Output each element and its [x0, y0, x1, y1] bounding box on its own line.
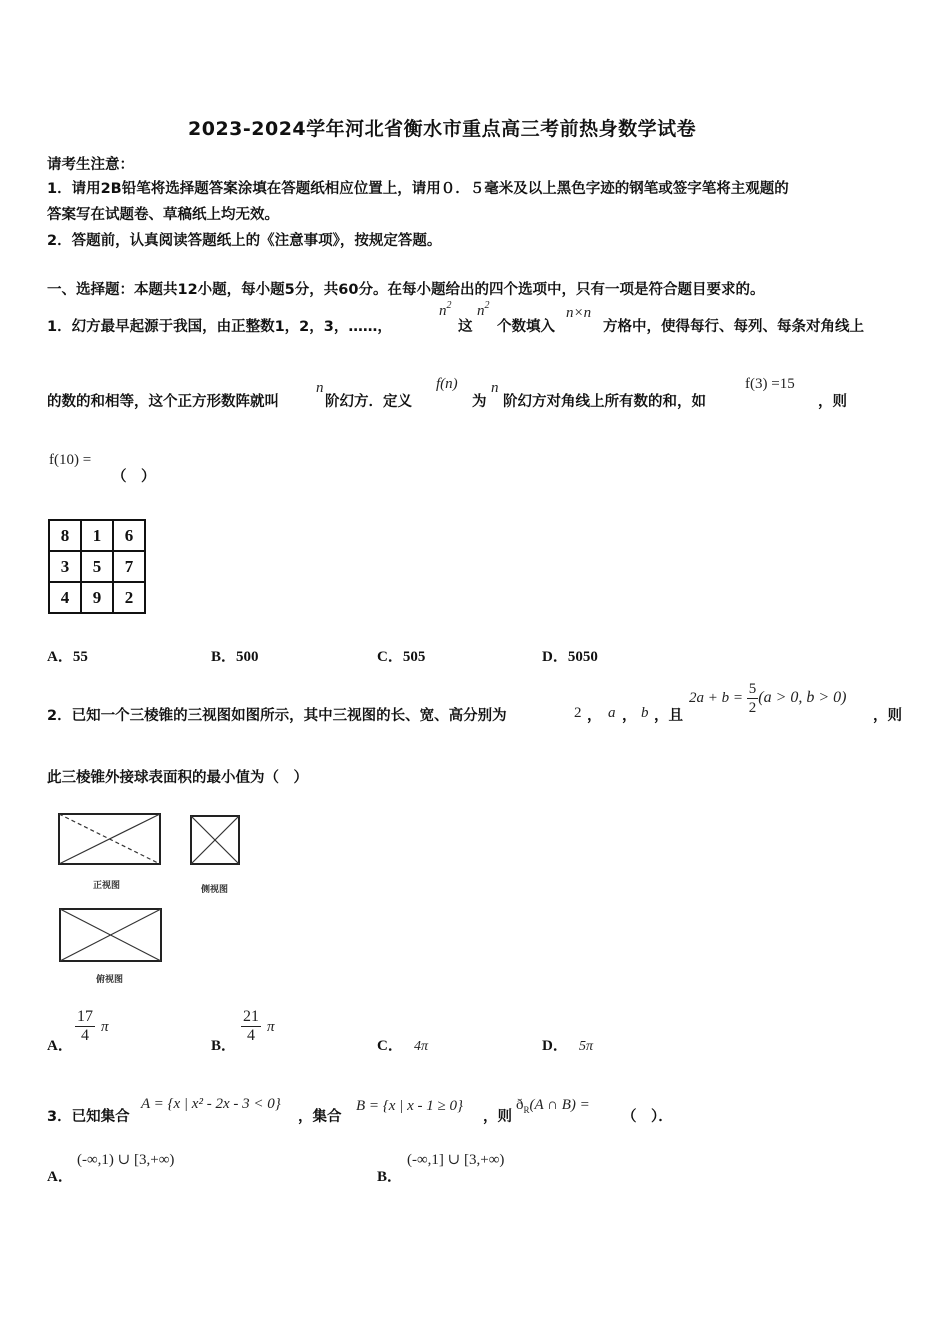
- top-view: [60, 909, 161, 961]
- page-title: 2023-2024学年河北省衡水市重点高三考前热身数学试卷: [188, 118, 697, 140]
- q3-math-set-a: A = {x | x² - 2x - 3 < 0}: [141, 1096, 281, 1112]
- side-view: [191, 816, 239, 864]
- magic-cell: 5: [81, 551, 113, 582]
- q3-text-4: （ ）．: [622, 1109, 673, 1125]
- magic-cell: 6: [113, 520, 145, 551]
- q3-math-complement: $ð_R(A$ ∩ B) =: [516, 1097, 590, 1115]
- q1-choice-bracket: （ ）: [112, 469, 156, 485]
- q1-math-n2-a: $n^2$: [439, 300, 452, 319]
- q2-text-6: 此三棱锥外接球表面积的最小值为（ ）: [47, 770, 308, 786]
- q3-text-2: ，集合: [298, 1109, 342, 1125]
- q2-text-3: ，: [622, 708, 637, 724]
- q1-math-n-a: n: [316, 380, 324, 396]
- q2-text-2: ，: [587, 708, 602, 724]
- notice-line-3: 2．答题前，认真阅读答题纸上的《注意事项》，按规定答题。: [47, 233, 442, 249]
- magic-cell: 1: [81, 520, 113, 551]
- q2-math-condition: 2a + b = $\frac{5}{2}$ (a > 0, b > 0): [689, 681, 847, 716]
- q2-math-b: b: [641, 705, 649, 721]
- q2-text-4: ，且: [654, 708, 683, 724]
- q1-math-n-b: n: [491, 380, 499, 396]
- q2-text-5: ，则: [873, 708, 902, 724]
- magic-square: [48, 519, 146, 614]
- q1-text-1: 1．幻方最早起源于我国，由正整数1，2，3，……，: [47, 319, 392, 335]
- top-view-caption: 俯视图: [96, 975, 124, 985]
- q1-math-f10: f(10) =: [49, 452, 92, 468]
- q2-math-2: 2: [574, 705, 582, 721]
- q1-text-4: 方格中，使得每行、每列、每条对角线上: [603, 319, 864, 335]
- magic-cell: 7: [113, 551, 145, 582]
- magic-cell: 4: [49, 582, 81, 613]
- q2-option-c[interactable]: C． 4π: [377, 1038, 428, 1054]
- q1-text-3: 个数填入: [497, 319, 555, 335]
- notice-line-2: 答案写在试题卷、草稿纸上均无效。: [47, 207, 279, 223]
- q1-text-8: 阶幻方对角线上所有数的和，如: [503, 394, 706, 410]
- three-view-diagram: [55, 810, 255, 990]
- q1-math-fn: f(n): [436, 376, 458, 392]
- q3-text-1: 3．已知集合: [47, 1109, 130, 1125]
- notice-line-1: 1．请用2B铅笔将选择题答案涂填在答题纸相应位置上，请用０．５毫米及以上黑色字迹的钢笔或签字笔将主观题的: [47, 181, 789, 197]
- notice-heading: 请考生注意：: [47, 157, 134, 173]
- q1-math-n2-b: $n^2$: [477, 300, 490, 319]
- q1-text-9: ，则: [818, 394, 847, 410]
- q1-option-d[interactable]: D．5050: [542, 649, 598, 665]
- q1-math-f3: f(3) =15: [745, 376, 795, 392]
- q1-text-6: 阶幻方．定义: [325, 394, 412, 410]
- side-view-caption: 侧视图: [201, 885, 229, 895]
- q3-math-set-b: B = {x | x - 1 ≥ 0}: [356, 1098, 463, 1114]
- q1-text-5: 的数的和相等，这个正方形数阵就叫: [47, 394, 279, 410]
- q1-math-nxn: n×n: [566, 305, 592, 321]
- q2-math-fraction: $\frac{5}{2}$: [748, 681, 757, 716]
- magic-cell: 2: [113, 582, 145, 613]
- section-heading: 一、选择题：本题共12小题，每小题5分，共60分。在每小题给出的四个选项中，只有一项是符合题目要求的。: [47, 282, 765, 298]
- q1-option-a[interactable]: A．55: [47, 649, 88, 665]
- q1-text-7: 为: [472, 394, 487, 410]
- magic-cell: 9: [81, 582, 113, 613]
- magic-cell: 8: [49, 520, 81, 551]
- q3-text-3: ，则: [483, 1109, 512, 1125]
- q2-text-1: 2．已知一个三棱锥的三视图如图所示，其中三视图的长、宽、高分别为: [47, 708, 507, 724]
- q1-option-c[interactable]: C．505: [377, 649, 426, 665]
- q2-option-d[interactable]: D． 5π: [542, 1038, 593, 1054]
- front-view: [59, 814, 160, 864]
- front-view-caption: 正视图: [93, 881, 121, 891]
- q2-math-a: a: [608, 705, 616, 721]
- q1-text-2: 这: [458, 319, 473, 335]
- q1-option-b[interactable]: B．500: [211, 649, 259, 665]
- magic-cell: 3: [49, 551, 81, 582]
